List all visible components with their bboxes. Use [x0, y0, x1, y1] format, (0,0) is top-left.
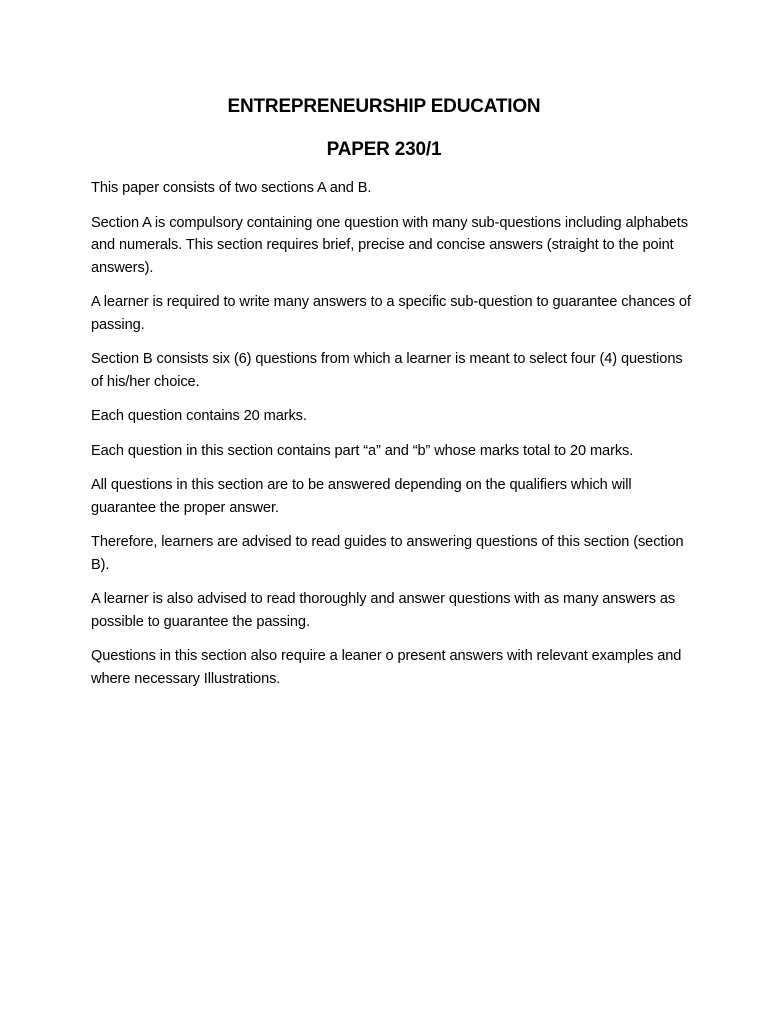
- paper-number: PAPER 230/1: [326, 139, 442, 160]
- paragraph: All questions in this section are to be answered depending on the qualifiers which will guarantee the proper answer.: [91, 477, 632, 516]
- paragraph: Section A is compulsory containing one question with many sub-questions including alphabets and numerals. This section requires brief, precise and concise answers (straight to the point answers).: [91, 214, 688, 276]
- paragraph: Each question contains 20 marks.: [91, 408, 307, 424]
- paragraph: Questions in this section also require a leaner o present answers with relevant examples and where necessary Illustrations.: [91, 648, 682, 687]
- document-body: [91, 177, 691, 702]
- paragraph: A learner is also advised to read thoroughly and answer questions with as many answers as possible to guarantee the passing.: [91, 591, 676, 630]
- paragraph: Each question in this section contains part “a” and “b” whose marks total to 20 marks.: [91, 442, 634, 459]
- paragraph: Section B consists six (6) questions from which a learner is meant to select four (4) questions of his/her choice.: [91, 351, 683, 390]
- paragraph: This paper consists of two sections A and B.: [91, 180, 372, 196]
- paragraph: A learner is required to write many answers to a specific sub-question to guarantee chances of passing.: [91, 294, 691, 333]
- paragraph: Therefore, learners are advised to read guides to answering questions of this section (section B).: [91, 534, 684, 573]
- document-title: ENTREPRENEURSHIP EDUCATION: [227, 96, 541, 117]
